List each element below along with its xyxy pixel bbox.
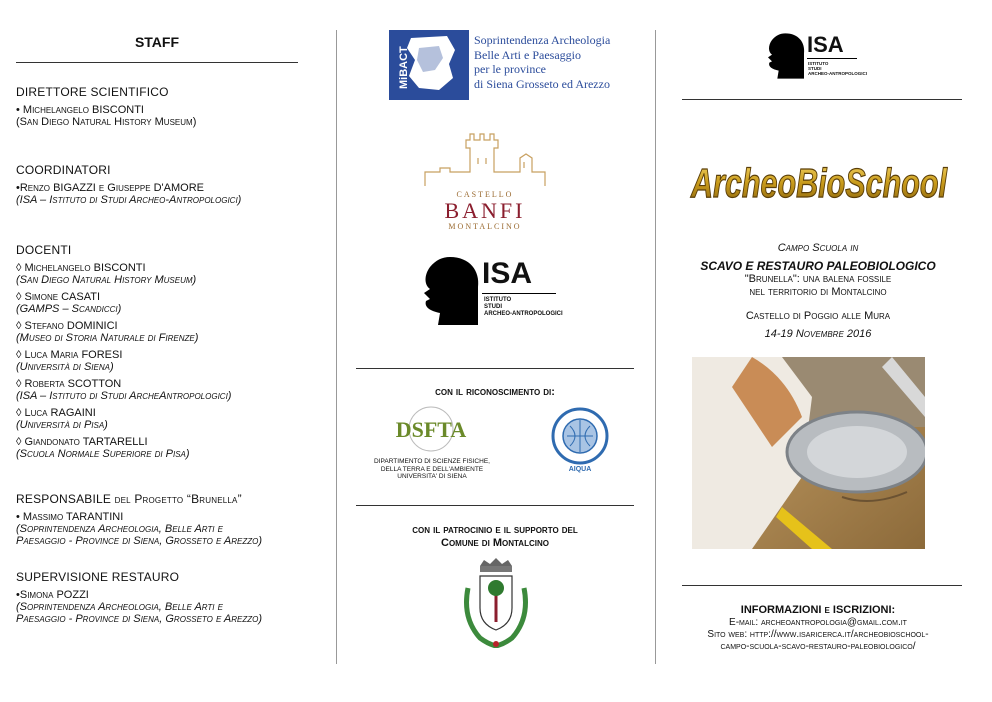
- divider: [356, 368, 634, 369]
- staff-line: (ISA – Istituto di Studi ArcheAntropologici): [16, 390, 232, 402]
- staff-divider: [16, 62, 298, 63]
- staff-line: •Simona POZZI: [16, 589, 89, 601]
- divider: [682, 99, 962, 100]
- isa-sub: ARCHEO-ANTROPOLOGICI: [808, 71, 867, 76]
- divider: [356, 505, 634, 506]
- info-website: campo-scuola-scavo-restauro-paleobiologico/: [720, 641, 916, 652]
- isa-sub: STUDI: [484, 304, 502, 310]
- staff-title: STAFF: [134, 34, 180, 50]
- isa-sub: ARCHEO-ANTROPOLOGICI: [484, 311, 563, 317]
- isa-name: ISA: [807, 32, 844, 57]
- staff-line: Paesaggio - Province di Siena, Grosseto e Arezzo): [16, 613, 263, 625]
- staff-line: • Massimo TARANTINI: [16, 511, 124, 523]
- staff-column: [0, 0, 320, 702]
- staff-line: (GAMPS – Scandicci): [16, 303, 122, 315]
- staff-line: Paesaggio - Province di Siena, Grosseto e Arezzo): [16, 535, 263, 547]
- staff-line: (Scuola Normale Superiore di Pisa): [16, 448, 190, 460]
- recognition-label: con il riconoscimento di:: [435, 386, 555, 398]
- divider: [682, 585, 962, 586]
- staff-line: •Renzo BIGAZZI e Giuseppe D'AMORE: [16, 182, 204, 194]
- aiqua-label: AIQUA: [568, 466, 592, 473]
- event-subtitle: Campo Scuola in: [777, 242, 859, 254]
- excavation-photo: [692, 357, 925, 549]
- banfi-bottom: MONTALCINO: [448, 222, 522, 231]
- banfi-top: CASTELLO: [456, 190, 514, 199]
- isa-logo: [420, 255, 570, 330]
- isa-name: ISA: [482, 257, 533, 290]
- patronage-line: con il patrocinio e il supporto del: [412, 524, 578, 536]
- staff-line: (Museo di Storia Naturale di Firenze): [16, 332, 199, 344]
- mibact-mark: MiBACT: [398, 46, 410, 89]
- mibact-line: di Siena Grosseto ed Arezzo: [474, 76, 610, 91]
- staff-line: (ISA – Istituto di Studi Archeo-Antropologici): [16, 194, 242, 206]
- section-heading-supervisione: SUPERVISIONE RESTAURO: [16, 570, 180, 584]
- patronage-line: Comune di Montalcino: [441, 537, 549, 549]
- event-description: nel territorio di Montalcino: [749, 286, 887, 298]
- staff-line: ◊ Giandonato TARTARELLI: [16, 436, 148, 448]
- dsfta-logo: [362, 404, 502, 484]
- event-description: "Brunella": una balena fossile: [744, 273, 892, 285]
- staff-line: (Soprintendenza Archeologia, Belle Arti e: [16, 523, 223, 535]
- event-title-text: ArcheoBioSchool: [690, 160, 949, 206]
- section-heading-direttore: DIRETTORE SCIENTIFICO: [16, 85, 169, 99]
- event-title: [688, 145, 950, 215]
- event-place: Castello di Poggio alle Mura: [745, 310, 891, 322]
- mibact-line: per le province: [474, 62, 546, 76]
- dsfta-caption: DELLA TERRA E DELL'AMBIENTE: [380, 465, 484, 473]
- staff-line: ◊ Luca Maria FORESI: [16, 349, 123, 361]
- isa-sub: ISTITUTO: [484, 297, 512, 303]
- mibact-line: Soprintendenza Archeologia: [474, 33, 611, 47]
- staff-line: • Michelangelo BISCONTI: [16, 104, 144, 116]
- staff-line: (Università di Pisa): [16, 419, 108, 431]
- staff-line: ◊ Michelangelo BISCONTI: [16, 262, 146, 274]
- dsfta-caption: UNIVERSITA' DI SIENA: [397, 473, 467, 480]
- staff-line: ◊ Stefano DOMINICI: [16, 320, 118, 332]
- column-separator: [336, 30, 337, 664]
- event-topic: SCAVO E RESTAURO PALEOBIOLOGICO: [700, 259, 936, 273]
- aiqua-logo: [545, 406, 615, 478]
- coat-of-arms-icon: [460, 558, 532, 648]
- info-heading: INFORMAZIONI e ISCRIZIONI:: [740, 604, 896, 616]
- mibact-logo: [389, 30, 469, 100]
- banfi-name: BANFI: [444, 198, 526, 223]
- dsfta-mark: DSFTA: [395, 417, 467, 442]
- column-separator: [655, 30, 656, 664]
- section-heading-responsabile: RESPONSABILE del Progetto “Brunella”: [16, 492, 242, 506]
- mibact-text: [474, 33, 610, 91]
- staff-line: (San Diego Natural History Museum): [16, 274, 197, 286]
- staff-line: ◊ Luca RAGAINI: [16, 407, 96, 419]
- isa-logo-small: [765, 32, 875, 82]
- info-email: E-mail: archeoantropologia@gmail.com.it: [729, 617, 907, 628]
- mibact-line: Belle Arti e Paesaggio: [474, 47, 581, 62]
- castle-icon: [420, 128, 550, 188]
- staff-line: ◊ Simone CASATI: [16, 291, 101, 303]
- isa-sub: STUDI: [808, 66, 822, 71]
- event-dates: 14-19 Novembre 2016: [764, 328, 872, 340]
- info-website: Sito web: http://www.isaricerca.it/archeobioschool-: [707, 629, 929, 640]
- staff-line: (Università di Siena): [16, 361, 114, 373]
- staff-line: (San Diego Natural History Museum): [16, 116, 197, 128]
- section-heading-docenti: DOCENTI: [16, 243, 72, 257]
- dsfta-caption: DIPARTIMENTO DI SCIENZE FISICHE,: [374, 458, 490, 465]
- isa-sub: ISTITUTO: [808, 61, 829, 66]
- staff-line: (Soprintendenza Archeologia, Belle Arti e: [16, 601, 223, 613]
- section-heading-coordinatori: COORDINATORI: [16, 163, 111, 177]
- staff-line: ◊ Roberta SCOTTON: [16, 378, 122, 390]
